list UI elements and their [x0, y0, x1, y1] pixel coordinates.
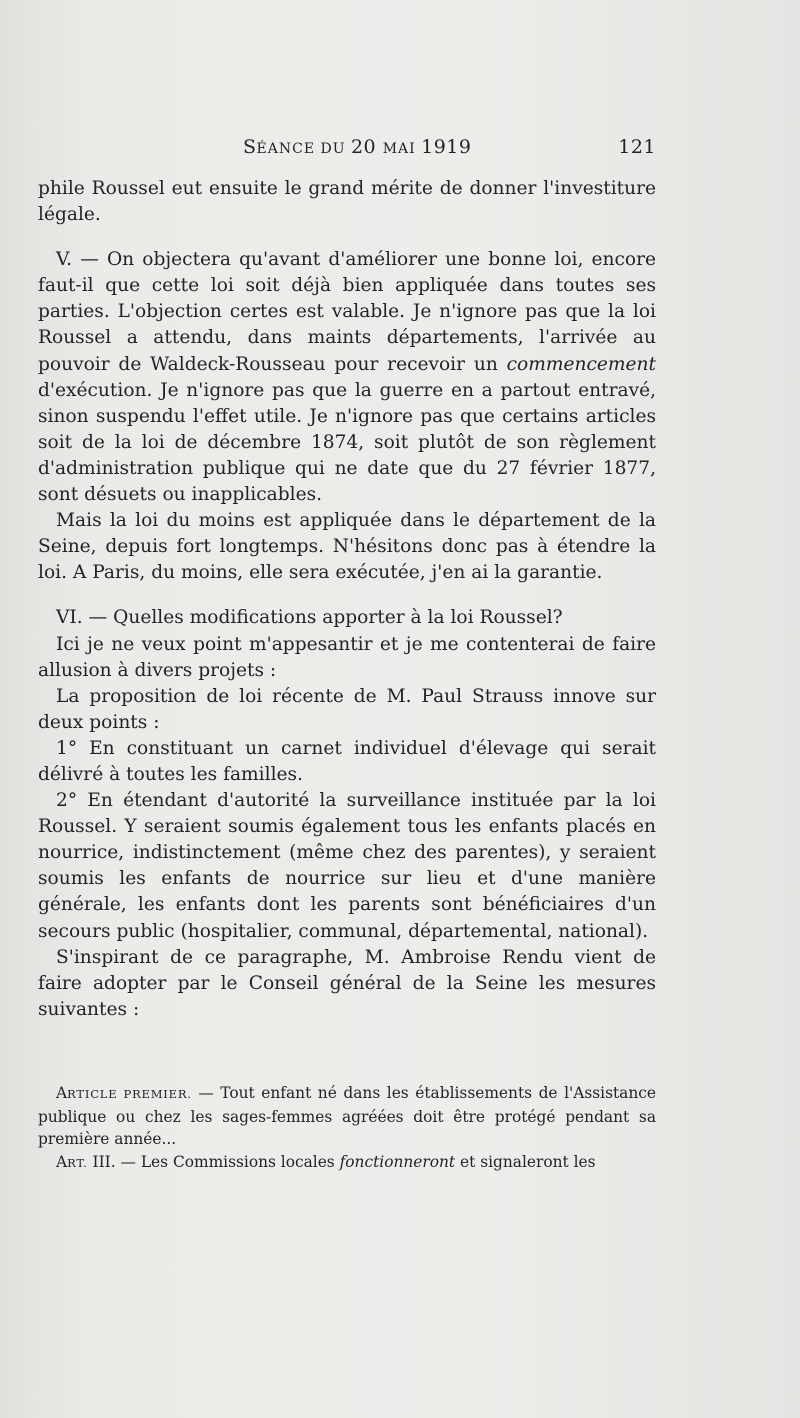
page-number: 121 — [618, 136, 656, 158]
text-run: V. — On objectera qu'avant d'améliorer une bonne loi, encore faut-il que cette loi soit déjà bien appliquée dans toutes ses parties. L'objection certes est valable. Je n'ignore pas que la loi Roussel a attendu, dans maints départements, l'arrivée au pouvoir de Waldeck-Rousseau pour recevoir un — [38, 249, 656, 375]
list-item-1: 1° En constituant un carnet individuel d'élevage qui serait délivré à toutes les familles. — [38, 737, 656, 785]
list-item-2: 2° En étendant d'autorité la surveillance instituée par la loi Roussel. Y seraient soumis également tous les enfants placés en nourrice, indistinctement (même chez des parentes), y seraient soumis les enfants de nourrice sur lieu et d'une manière générale, les enfants dont les parents sont bénéficiaires d'un secours public (hospitalier, communal, départemental, national). — [38, 790, 656, 942]
article-label-initial: A — [56, 1152, 68, 1171]
date-day: 20 — [350, 136, 383, 158]
emphasis: fonctionneront — [339, 1152, 456, 1171]
article-text: et signaleront les — [455, 1152, 596, 1171]
seance-initial: S — [243, 136, 257, 158]
seance-small-caps: ÉANCE DU — [256, 141, 351, 157]
article-premier — [38, 1082, 656, 1151]
date-year: 1919 — [421, 136, 472, 158]
quoted-articles — [38, 1082, 656, 1174]
paragraph: La proposition de loi récente de M. Paul Strauss innove sur deux points : — [38, 685, 656, 733]
heading-section-vi: VI. — Quelles modifications apporter à la loi Roussel? — [56, 607, 563, 629]
date-month: MAI — [382, 141, 422, 157]
running-title — [243, 136, 471, 158]
paragraph-section-v — [38, 247, 656, 508]
article-text: — Tout enfant né dans les établissements de l'Assistance publique ou chez les sages-femmes agréées doit être protégé pendant sa première année... — [38, 1084, 656, 1148]
paragraph: Mais la loi du moins est appliquée dans le département de la Seine, depuis fort longtemps. N'hésitons donc pas à étendre la loi. A Paris, du moins, elle sera exécutée, j'en ai la garantie. — [38, 510, 656, 584]
paragraph: Ici je ne veux point m'appesantir et je me contenterai de faire allusion à divers projets : — [38, 633, 656, 681]
article-iii — [38, 1151, 656, 1175]
paragraph: S'inspirant de ce paragraphe, M. Ambroise Rendu vient de faire adopter par le Conseil général de la Seine les mesures suivantes : — [38, 946, 656, 1020]
article-label-initial: A — [56, 1084, 68, 1102]
main-text — [38, 176, 656, 1023]
emphasis: commencement — [506, 353, 656, 375]
article-label: RT. — [67, 1155, 88, 1170]
running-header — [38, 132, 656, 166]
article-text: III. — Les Commissions locales — [87, 1152, 340, 1171]
text-run: d'exécution. Je n'ignore pas que la guerre en a partout entravé, sinon suspendu l'effet utile. Je n'ignore pas que certains articles soit de la loi de décembre 1874, soit plutôt de son règlement d'administration publique qui ne date que du 27 février 1877, sont désuets ou inapplicables. — [38, 379, 656, 506]
article-label: RTICLE PREMIER. — [67, 1087, 192, 1101]
paragraph-continuation: phile Roussel eut ensuite le grand mérite de donner l'investiture légale. — [38, 178, 656, 226]
